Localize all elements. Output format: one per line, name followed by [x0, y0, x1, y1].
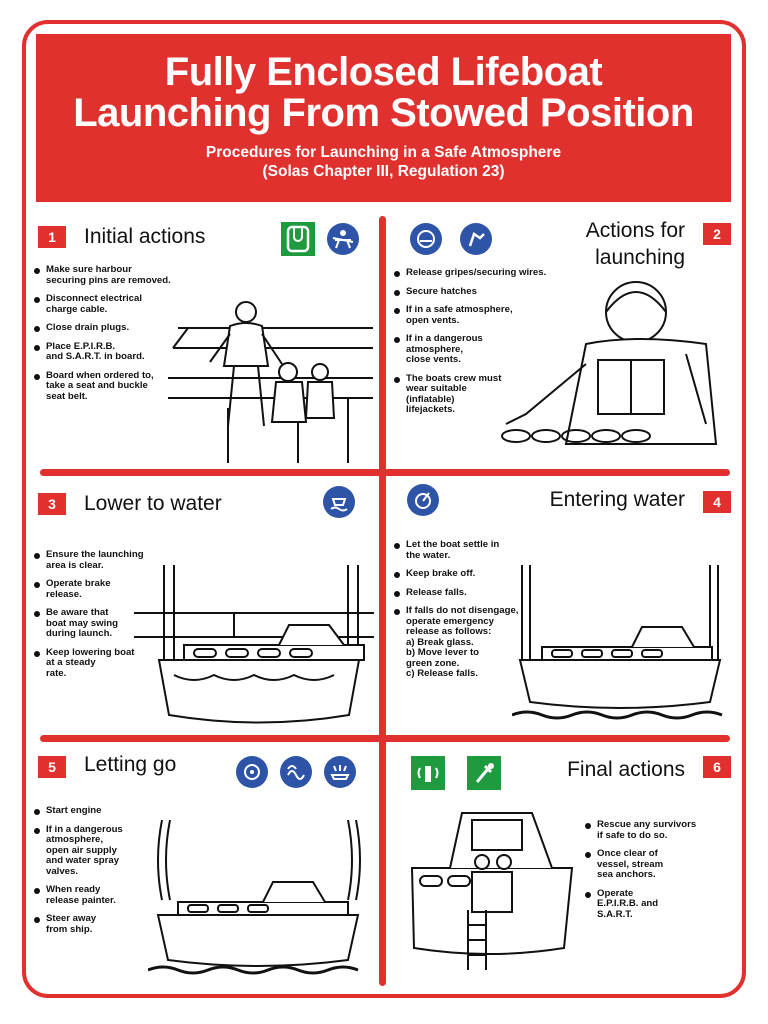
vertical-divider: [379, 216, 386, 986]
title-line-1: Fully Enclosed Lifeboat: [164, 50, 603, 94]
crew-securing-hatch-illustration: [486, 274, 726, 450]
panel-title: Entering water: [549, 488, 685, 511]
list-item: The boats crew must wear suitable (inflatable) lifejackets.: [393, 374, 563, 416]
list-item: If in a dangerous atmosphere, close vents.: [393, 334, 563, 366]
step-number: 4: [703, 491, 731, 513]
sign-title: [36, 52, 731, 134]
step-number: 2: [703, 223, 731, 245]
lifeboat-lowering-illustration: [134, 565, 374, 730]
panel-5-bullets: [33, 806, 163, 943]
list-item: Steer away from ship.: [33, 914, 163, 935]
lifejacket-icon: [281, 222, 315, 256]
header-banner: [36, 34, 731, 202]
horizontal-divider-2: [40, 735, 730, 742]
epirb-icon: [411, 756, 445, 790]
face-shield-icon: [410, 223, 442, 255]
panel-1-bullets: [33, 265, 183, 410]
panel-6-bullets: [584, 820, 714, 928]
list-item: If in a safe atmosphere, open vents.: [393, 305, 563, 326]
list-item: If in a dangerous atmosphere, open air supply and water spray valves.: [33, 825, 163, 878]
list-item: Start engine: [33, 806, 163, 817]
sart-icon: [467, 756, 501, 790]
list-item: Keep brake off.: [393, 569, 528, 580]
list-item: Ensure the launching area is clear.: [33, 550, 163, 571]
list-item: Once clear of vessel, stream sea anchors.: [584, 849, 714, 881]
panel-title-line-2: launching: [595, 246, 685, 269]
list-item: Operate brake release.: [33, 579, 163, 600]
survivor-rescue-illustration: [410, 810, 582, 980]
engine-icon: [236, 756, 268, 788]
lower-to-water-icon: [323, 486, 355, 518]
list-item: Let the boat settle in the water.: [393, 540, 528, 561]
panel-title: [540, 219, 685, 270]
list-item: Keep lowering boat at a steady rate.: [33, 648, 163, 680]
list-item: Release gripes/securing wires.: [393, 268, 563, 279]
subtitle-line-1: Procedures for Launching in a Safe Atmosphere: [205, 144, 562, 161]
boarding-crew-illustration: [168, 298, 373, 463]
list-item: Release falls.: [393, 588, 528, 599]
panel-title: Letting go: [84, 753, 177, 776]
list-item: Be aware that boat may swing during launch.: [33, 608, 163, 640]
step-number: 3: [38, 493, 66, 515]
subtitle-line-2: (Solas Chapter III, Regulation 23): [262, 163, 505, 180]
list-item: Make sure harbour securing pins are removed.: [33, 265, 183, 286]
step-number: 5: [38, 756, 66, 778]
list-item: Close drain plugs.: [33, 323, 183, 334]
list-item: When ready release painter.: [33, 885, 163, 906]
seat-belt-icon: [327, 223, 359, 255]
step-number: 1: [38, 226, 66, 248]
air-supply-icon: [280, 756, 312, 788]
list-item: Disconnect electrical charge cable.: [33, 294, 183, 315]
panel-4-bullets: [393, 540, 528, 688]
step-number: 6: [703, 756, 731, 778]
sign-subtitle: [36, 143, 731, 181]
list-item: Operate E.P.I.R.B. and S.A.R.T.: [584, 889, 714, 921]
panel-title: Initial actions: [84, 225, 206, 248]
list-item: If falls do not disengage, operate emergency release as follows: a) Break glass. b) Move lever to green zone. c) Release falls.: [393, 606, 528, 680]
brake-icon: [407, 484, 439, 516]
panel-title: Lower to water: [84, 492, 222, 515]
list-item: Secure hatches: [393, 287, 563, 298]
panel-title: Final actions: [567, 758, 685, 781]
list-item: Board when ordered to, take a seat and buckle seat belt.: [33, 371, 183, 403]
list-item: Place E.P.I.R.B. and S.A.R.T. in board.: [33, 342, 183, 363]
horizontal-divider-1: [40, 469, 730, 476]
hand-icon: [460, 223, 492, 255]
title-line-2: Launching From Stowed Position: [73, 91, 694, 135]
water-spray-icon: [324, 756, 356, 788]
lifeboat-letting-go-illustration: [148, 820, 374, 980]
list-item: Rescue any survivors if safe to do so.: [584, 820, 714, 841]
lifeboat-entering-water-illustration: [512, 565, 730, 730]
panel-title-line-1: Actions for: [585, 219, 685, 242]
